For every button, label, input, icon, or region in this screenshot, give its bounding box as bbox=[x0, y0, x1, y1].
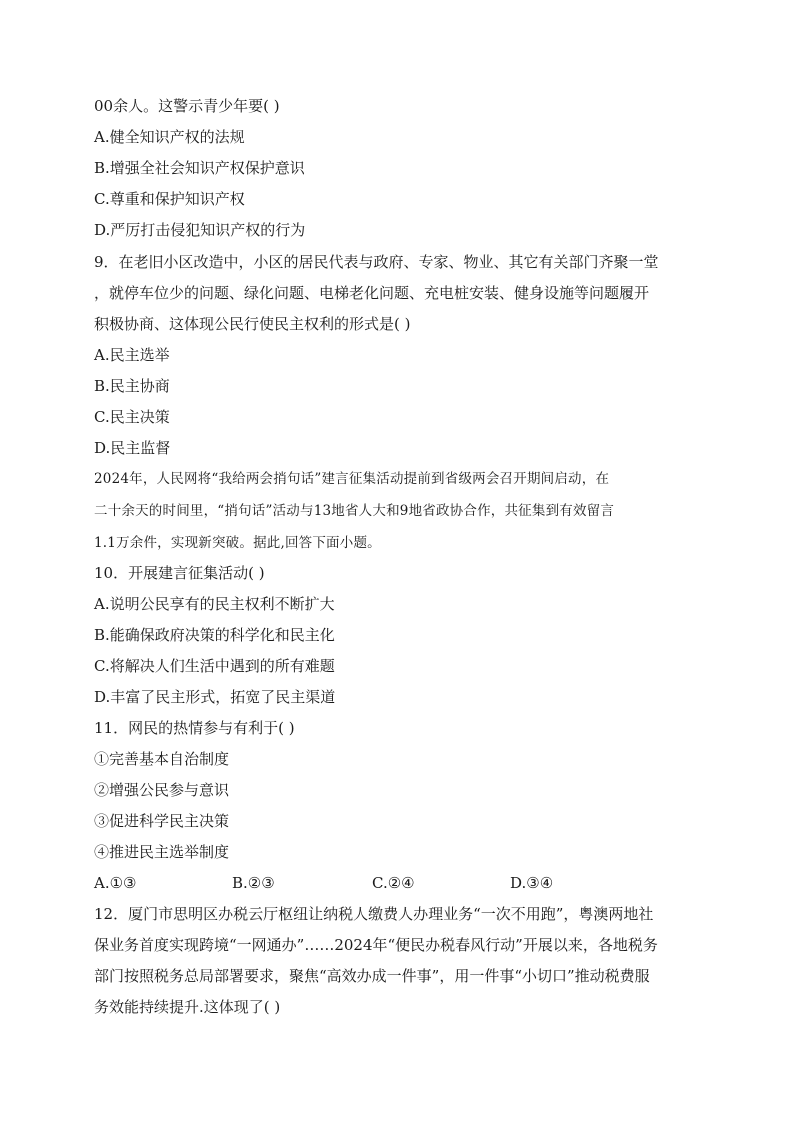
q10-option-d: D.丰富了民主形式，拓宽了民主渠道 bbox=[94, 688, 336, 706]
q12-stem-line-4: 务效能持续提升.这体现了( ) bbox=[94, 998, 281, 1016]
passage-line-1: 2024年，人民网将“我给两会捎句话”建言征集活动提前到省级两会召开期间启动，在 bbox=[94, 471, 610, 487]
q8-option-b: B.增强全社会知识产权保护意识 bbox=[94, 159, 305, 177]
q10-option-c: C.将解决人们生活中遇到的所有难题 bbox=[94, 657, 335, 675]
q9-stem-line-2: ，就停车位少的问题、绿化问题、电梯老化问题、充电桩安装、健身设施等问题履开 bbox=[94, 284, 650, 302]
q11-statement-1: ①完善基本自治制度 bbox=[94, 750, 230, 768]
q9-stem-line-3: 积极协商、这体现公民行使民主权利的形式是( ) bbox=[94, 315, 411, 333]
q9-option-a: A.民主选举 bbox=[94, 346, 170, 364]
q10-stem: 10．开展建言征集活动( ) bbox=[94, 564, 265, 582]
q10-option-a: A.说明公民享有的民主权利不断扩大 bbox=[94, 595, 335, 613]
q9-option-c: C.民主决策 bbox=[94, 408, 170, 426]
q8-option-d: D.严厉打击侵犯知识产权的行为 bbox=[94, 221, 306, 239]
q11-option-d: D.③④ bbox=[510, 874, 554, 892]
q9-option-d: D.民主监督 bbox=[94, 439, 171, 457]
q11-option-c: C.②④ bbox=[372, 874, 415, 892]
q11-option-a: A.①③ bbox=[94, 874, 137, 892]
q10-option-b: B.能确保政府决策的科学化和民主化 bbox=[94, 626, 335, 644]
q12-stem-line-1: 12．厦门市思明区办税云厅枢纽让纳税人缴费人办理业务“一次不用跑”，粤澳两地社 bbox=[94, 905, 654, 923]
q12-stem-line-2: 保业务首度实现跨境“一网通办”……2024年“便民办税春风行动”开展以来，各地税务 bbox=[94, 936, 658, 954]
q11-stem: 11．网民的热情参与有利于( ) bbox=[94, 719, 295, 737]
q8-option-c: C.尊重和保护知识产权 bbox=[94, 190, 245, 208]
q8-stem-tail: 00余人。这警示青少年要( ) bbox=[94, 97, 280, 115]
q8-option-a: A.健全知识产权的法规 bbox=[94, 128, 245, 146]
q9-option-b: B.民主协商 bbox=[94, 377, 170, 395]
q11-option-b: B.②③ bbox=[232, 874, 275, 892]
q9-stem-line-1: 9．在老旧小区改造中，小区的居民代表与政府、专家、物业、其它有关部门齐聚一堂 bbox=[94, 253, 659, 271]
passage-line-2: 二十余天的时间里，“捎句话”活动与13地省人大和9地省政协合作，共征集到有效留言 bbox=[94, 503, 615, 519]
q11-statement-3: ③促进科学民主决策 bbox=[94, 812, 230, 830]
q11-statement-4: ④推进民主选举制度 bbox=[94, 843, 230, 861]
q12-stem-line-3: 部门按照税务总局部署要求，聚焦“高效办成一件事”，用一件事“小切口”推动税费服 bbox=[94, 967, 650, 985]
passage-line-3: 1.1万余件，实现新突破。据此,回答下面小题。 bbox=[94, 535, 381, 551]
q11-options-row bbox=[94, 873, 694, 893]
q11-statement-2: ②增强公民参与意识 bbox=[94, 781, 230, 799]
